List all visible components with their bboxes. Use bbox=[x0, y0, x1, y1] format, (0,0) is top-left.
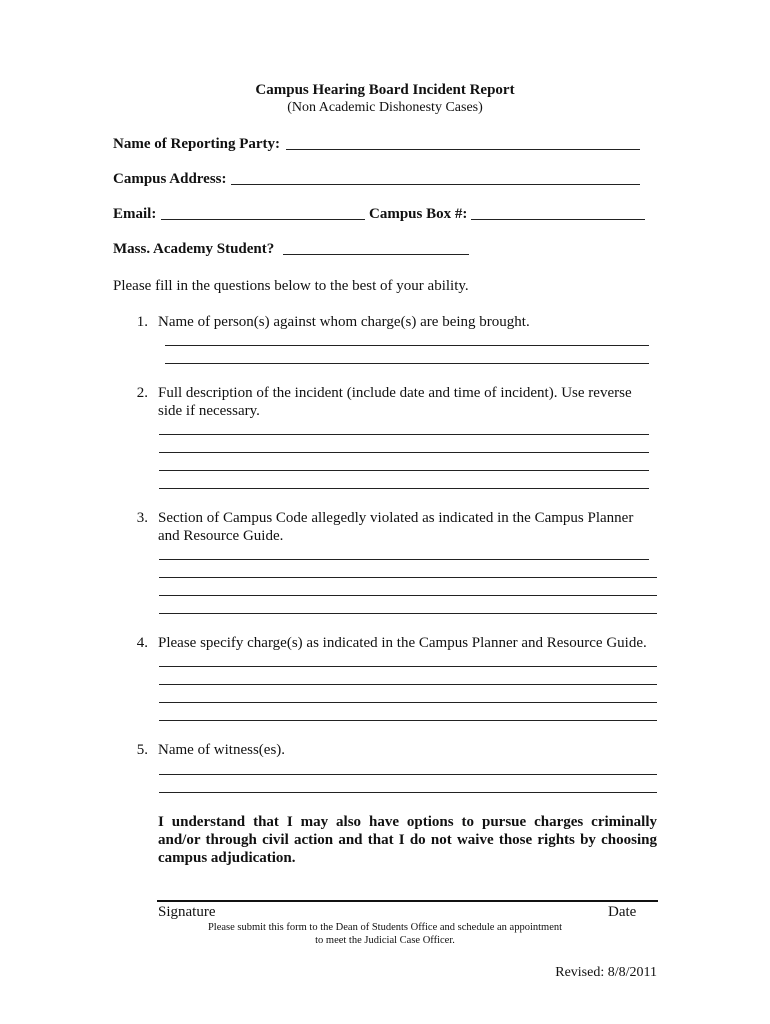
submit-note-line-1: Please submit this form to the Dean of Students Office and schedule an appointment bbox=[207, 922, 563, 933]
signature-label: Signature bbox=[158, 904, 216, 920]
question-3-answer-line[interactable] bbox=[159, 545, 649, 560]
question-4-answer-line[interactable] bbox=[159, 688, 657, 703]
academy-student-label: Mass. Academy Student? bbox=[113, 241, 275, 257]
reporting-party-label: Name of Reporting Party: bbox=[113, 136, 281, 152]
academy-student-field[interactable] bbox=[283, 240, 469, 255]
acknowledgement-line-2: and/or through civil action and that I do not waive those rights by choosing bbox=[158, 832, 657, 848]
question-4-answer-line[interactable] bbox=[159, 652, 657, 667]
question-3-number: 3. bbox=[136, 510, 148, 526]
campus-address-field[interactable] bbox=[231, 170, 640, 185]
question-4-text: Please specify charge(s) as indicated in the Campus Planner and Resource Guide. bbox=[158, 635, 647, 651]
acknowledgement-statement bbox=[158, 813, 657, 867]
form-subtitle: (Non Academic Dishonesty Cases) bbox=[287, 100, 483, 115]
question-2-number: 2. bbox=[136, 385, 148, 401]
form-title: Campus Hearing Board Incident Report bbox=[255, 82, 515, 98]
question-3-answer-line[interactable] bbox=[159, 599, 657, 614]
signature-line[interactable] bbox=[157, 900, 658, 902]
revision-date: Revised: 8/8/2011 bbox=[555, 965, 657, 980]
date-label: Date bbox=[608, 904, 637, 920]
question-2-answer-line[interactable] bbox=[159, 456, 649, 471]
campus-address-label: Campus Address: bbox=[113, 171, 227, 187]
campus-box-field[interactable] bbox=[471, 205, 645, 220]
submit-note-line-2: to meet the Judicial Case Officer. bbox=[315, 935, 455, 946]
question-2-answer-line[interactable] bbox=[159, 438, 649, 453]
question-1-number: 1. bbox=[136, 314, 148, 330]
question-2-answer-line[interactable] bbox=[159, 420, 649, 435]
question-5-answer-line[interactable] bbox=[159, 778, 657, 793]
question-5-text: Name of witness(es). bbox=[158, 742, 286, 758]
question-2-answer-line[interactable] bbox=[159, 474, 649, 489]
question-1-answer-line[interactable] bbox=[165, 349, 649, 364]
question-2-text: Full description of the incident (include date and time of incident). Use reverse bbox=[158, 385, 632, 401]
email-field[interactable] bbox=[161, 205, 365, 220]
question-3-text: Section of Campus Code allegedly violated as indicated in the Campus Planner bbox=[158, 510, 634, 526]
question-4-answer-line[interactable] bbox=[159, 670, 657, 685]
question-4-number: 4. bbox=[136, 635, 148, 651]
question-1-answer-line[interactable] bbox=[165, 331, 649, 346]
question-5-answer-line[interactable] bbox=[159, 760, 657, 775]
instructions-text: Please fill in the questions below to the best of your ability. bbox=[113, 278, 469, 294]
question-3-text-cont: and Resource Guide. bbox=[158, 528, 284, 544]
acknowledgement-line-1: I understand that I may also have options to pursue charges criminally bbox=[158, 814, 657, 830]
question-3-answer-line[interactable] bbox=[159, 581, 657, 596]
question-2-text-cont: side if necessary. bbox=[158, 403, 260, 419]
email-label: Email: bbox=[113, 206, 157, 222]
question-5-number: 5. bbox=[136, 742, 148, 758]
reporting-party-field[interactable] bbox=[286, 135, 640, 150]
acknowledgement-line-3: campus adjudication. bbox=[158, 850, 296, 866]
question-1-text: Name of person(s) against whom charge(s) are being brought. bbox=[158, 314, 530, 330]
question-3-answer-line[interactable] bbox=[159, 563, 657, 578]
question-4-answer-line[interactable] bbox=[159, 706, 657, 721]
campus-box-label: Campus Box #: bbox=[369, 206, 468, 222]
